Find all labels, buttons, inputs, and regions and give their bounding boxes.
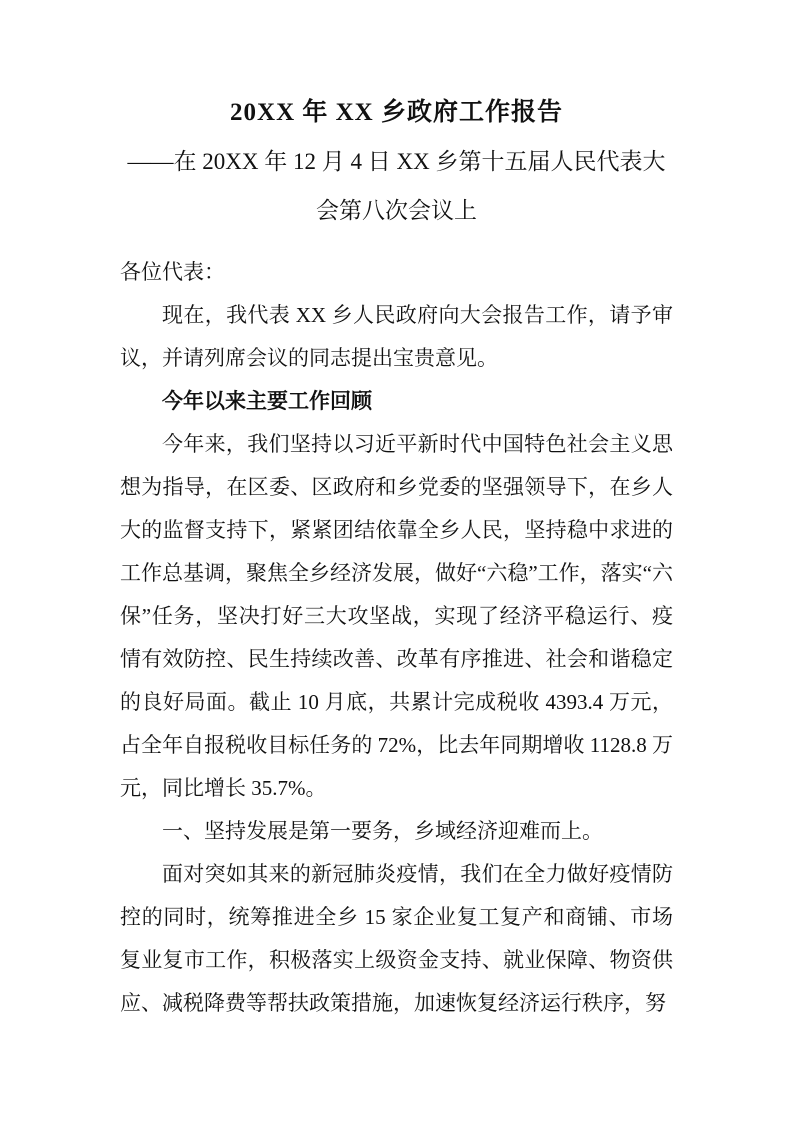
document-subtitle: ——在 20XX 年 12 月 4 日 XX 乡第十五届人民代表大会第八次会议上 — [127, 149, 666, 223]
document-title: 20XX 年 XX 乡政府工作报告 — [230, 99, 563, 126]
section-heading-review: 今年以来主要工作回顾 — [162, 389, 372, 413]
item-heading-development: 一、坚持发展是第一要务，乡域经济迎难而上。 — [162, 819, 603, 843]
salutation-line: 各位代表： — [120, 260, 225, 284]
review-paragraph: 今年来，我们坚持以习近平新时代中国特色社会主义思想为指导，在区委、区政府和乡党委的坚强领导下，在乡人大的监督支持下，紧紧团结依靠全乡人民，坚持稳中求进的工作总基调，聚焦全乡经济发展，做好“六稳”工作，落实“六保”任务，坚决打好三大攻坚战，实现了经济平稳运行、疫情有效防控、民生持续改善、改革有序推进、社会和谐稳定的良好局面。截止 10 月底，共累计完成税收 4393.4 万元，占全年自报税收目标任务的 72%，比去年同期增收 1128.8 万元，同比增长 35.7%。 — [120, 432, 673, 800]
intro-paragraph: 现在，我代表 XX 乡人民政府向大会报告工作，请予审议，并请列席会议的同志提出宝贵意见。 — [120, 303, 673, 370]
item-paragraph-epidemic-economy: 面对突如其来的新冠肺炎疫情，我们在全力做好疫情防控的同时，统筹推进全乡 15 家企业复工复产和商铺、市场复业复市工作，积极落实上级资金支持、就业保障、物资供应、减税降费等帮扶政策措施，加速恢复经济运行秩序，努 — [120, 862, 673, 1015]
